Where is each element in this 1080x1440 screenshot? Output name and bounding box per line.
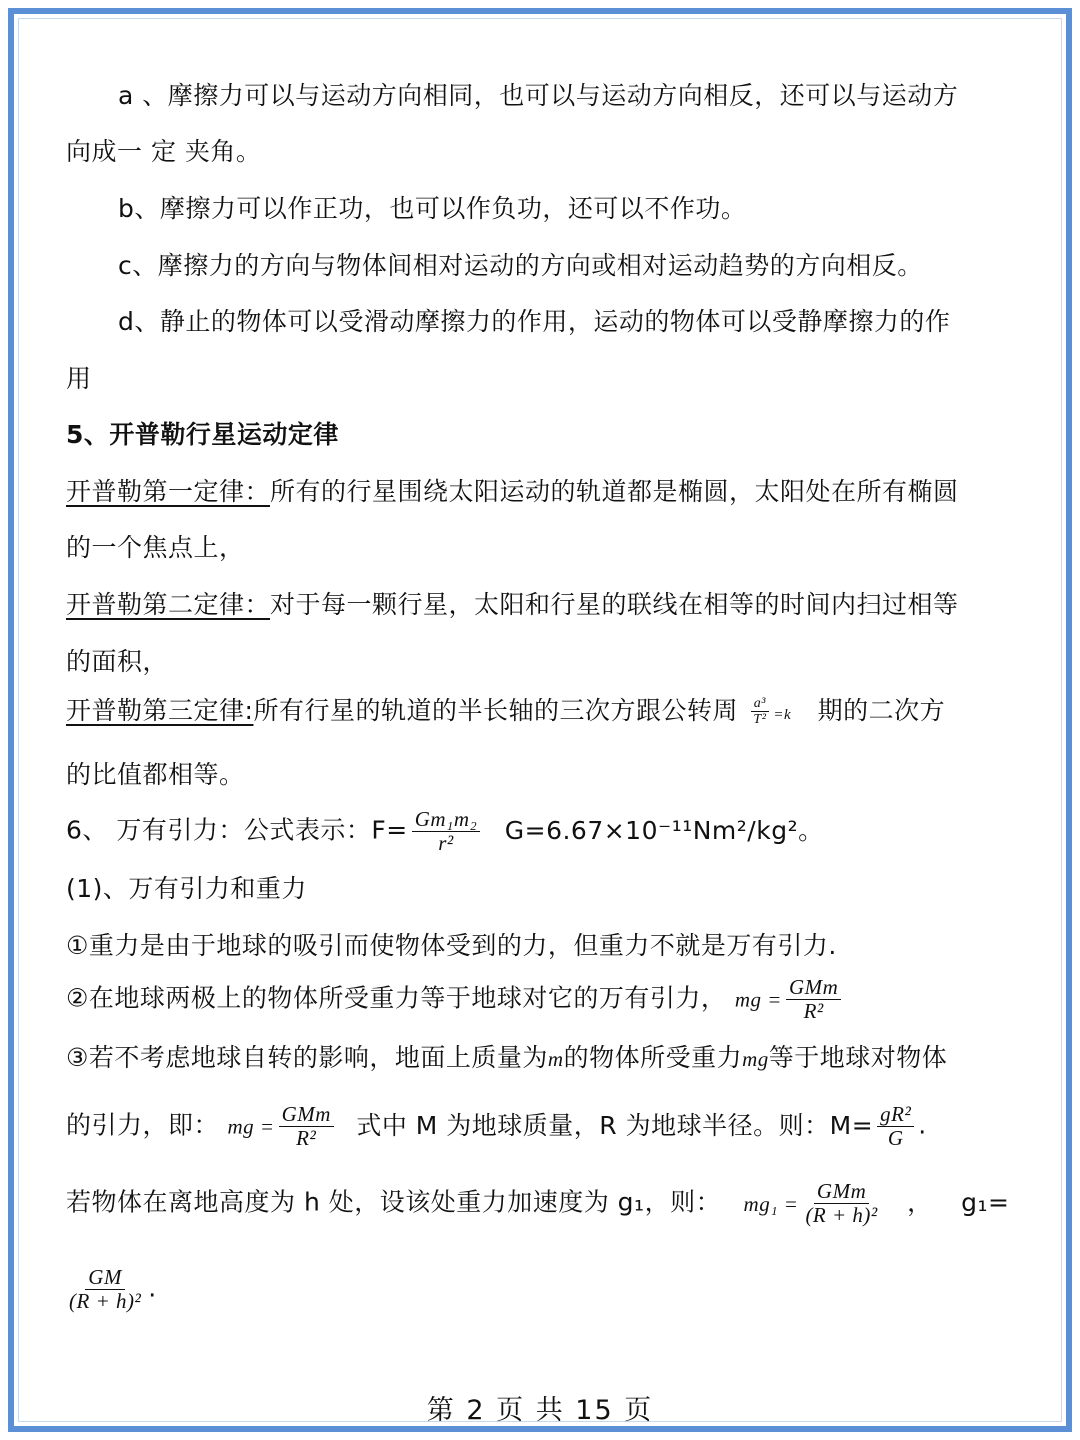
gravitation-constant: G=6.67×10⁻¹¹Nm²/kg²。 (504, 815, 824, 845)
friction-c: c、摩擦力的方向与物体间相对运动的方向或相对运动趋势的方向相反。 (118, 251, 923, 280)
gravitation-item1: ①重力是由于地球的吸引而使物体受到的力，但重力不就是万有引力. (66, 931, 837, 960)
gravitation-height-fraction: $\frac{\text{GMm}}{\text{(R + h)²}}$ (805, 1179, 878, 1228)
gravitation-item3-text-a: ③若不考虑地球自转的影响，地面上质量为 (66, 1043, 548, 1072)
gravitation-item3-fraction: $\frac{\text{GMm}}{\text{R²}}$ (279, 1103, 334, 1150)
gravitation-mass-fraction: $\frac{\text{gR²}}{G}$ (877, 1103, 914, 1150)
kepler-law3-text: 所有行星的轨道的半长轴的三次方跟公转周 (253, 695, 738, 725)
gravitation-item3-line2 (66, 1103, 927, 1150)
kepler-heading: 5、开普勒行星运动定律 (66, 420, 339, 449)
gravitation-formula: $\frac{\text{Gm₁m₂}}{\text{r²}}$ (412, 808, 481, 855)
kepler-law3-line2: 的比值都相等。 (66, 760, 245, 789)
kepler-law1-line1 (66, 478, 959, 506)
friction-a-line1: a 、摩擦力可以与运动方向相同，也可以与运动方向相反，还可以与运动方 (118, 81, 959, 110)
gravitation-height-text: 若物体在离地高度为 h 处，设该处重力加速度为 g₁，则： (66, 1187, 722, 1217)
gravitation-item2-lhs: mg = (734, 987, 782, 1012)
kepler-law1-title: 开普勒第一定律： (66, 477, 271, 506)
kepler-law1-text: 所有的行星围绕太阳运动的轨道都是椭圆，太阳处在所有椭圆 (270, 477, 959, 506)
gravitation-item3-text-c: 等于地球对物体 (768, 1043, 948, 1072)
gravitation-heading-text: 6、 万有引力：公式表示：F= (66, 815, 408, 845)
gravitation-item3-period: . (918, 1110, 927, 1140)
gravitation-g1-fraction: $\frac{GM}{\text{(R + h)²}}$ (69, 1265, 142, 1314)
kepler-law2-line1 (66, 591, 959, 619)
gravitation-g1-result (66, 1266, 157, 1313)
kepler-law2-title: 开普勒第二定律： (66, 590, 271, 619)
kepler-law2-line2: 的面积， (66, 647, 169, 676)
gravitation-item3-line2-text-a: 的引力，即： (66, 1110, 220, 1140)
gravitation-item3-line1 (66, 1044, 947, 1073)
gravitation-height-line (66, 1180, 1009, 1227)
kepler-law3-rhs: =k (773, 706, 792, 723)
kepler-law3-title: 开普勒第三定律: (66, 695, 254, 725)
gravitation-height-comma: ， (907, 1187, 933, 1217)
friction-a-line2: 向成一 定 夹角。 (66, 137, 262, 166)
gravitation-item2-fraction: $\frac{\text{GMm}}{\text{R²}}$ (786, 976, 841, 1023)
gravitation-height-lhs: mg₁ = (743, 1191, 799, 1216)
gravitation-g1-period: . (148, 1273, 157, 1303)
kepler-law3-text-end: 期的二次方 (817, 695, 946, 725)
kepler-law2-text: 对于每一颗行星，太阳和行星的联线在相等的时间内扫过相等 (270, 590, 959, 619)
gravitation-item3-line2-text-b: 式中 M 为地球质量，R 为地球半径。则：M= (356, 1110, 874, 1140)
gravitation-sub1: (1)、万有引力和重力 (66, 874, 307, 903)
page-footer: 第 2 页 共 15 页 (426, 1395, 654, 1426)
friction-d-line2: 用 (66, 364, 92, 393)
gravitation-item3-text-b: 的物体所受重力 (563, 1043, 743, 1072)
gravitation-heading (66, 808, 824, 855)
gravitation-item3-mg: mg (742, 1047, 769, 1071)
kepler-law1-line2: 的一个焦点上， (66, 533, 245, 562)
gravitation-item3-m: m (547, 1047, 564, 1071)
friction-b: b、摩擦力可以作正功，也可以作负功，还可以不作功。 (118, 194, 747, 223)
kepler-law3-line1 (66, 696, 945, 729)
gravitation-item2-text: ②在地球两极上的物体所受重力等于地球对它的万有引力， (66, 983, 727, 1013)
kepler-law3-fraction: $\frac{\text{a³}}{\text{T²}}$ (750, 696, 769, 728)
gravitation-g1-label: g₁= (961, 1187, 1010, 1217)
gravitation-item3-lhs: mg = (227, 1114, 275, 1139)
gravitation-item2 (66, 976, 845, 1023)
friction-d-line1: d、静止的物体可以受滑动摩擦力的作用，运动的物体可以受静摩擦力的作 (118, 307, 951, 336)
